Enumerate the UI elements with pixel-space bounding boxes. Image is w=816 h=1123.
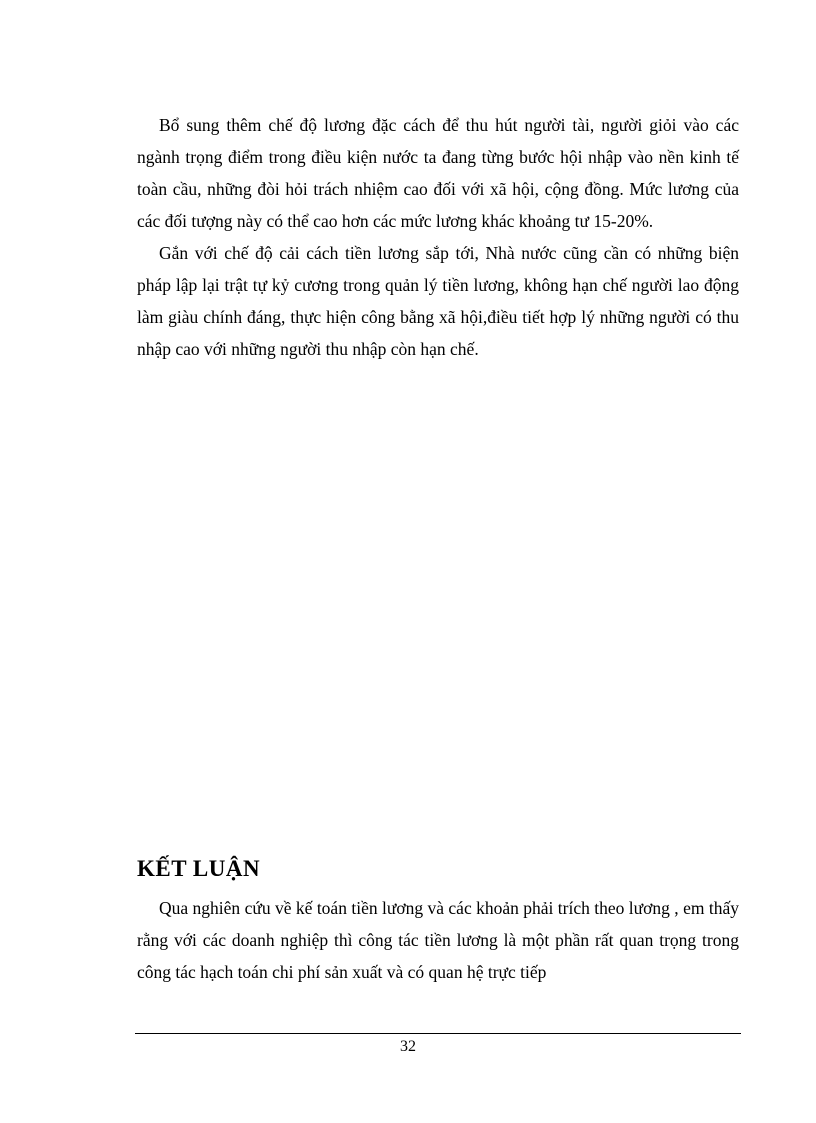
page-number: 32 xyxy=(400,1038,416,1055)
footer-divider xyxy=(135,1033,741,1034)
conclusion-heading: KẾT LUẬN xyxy=(137,856,261,881)
conclusion-paragraph: Qua nghiên cứu về kế toán tiền lương và các khoản phải trích theo lương , em thấy rằng với các doanh nghiệp thì công tác tiền lương là một phần rất quan trọng trong công tác hạch toán chi phí sản xuất và có quan hệ trực tiếp xyxy=(137,898,739,982)
body-text-top xyxy=(137,109,739,365)
paragraph-salary-reform: Gắn với chế độ cải cách tiền lương sắp tới, Nhà nước cũng cần có những biện pháp lập lại trật tự kỷ cương trong quản lý tiền lương, không hạn chế người lao động làm giàu chính đáng, thực hiện công bằng xã hội,điều tiết hợp lý những người có thu nhập cao với những người thu nhập còn hạn chế. xyxy=(137,243,739,359)
conclusion-section xyxy=(137,852,739,988)
paragraph-special-salary: Bổ sung thêm chế độ lương đặc cách để thu hút người tài, người giỏi vào các ngành trọng điểm trong điều kiện nước ta đang từng bước hội nhập vào nền kinh tế toàn cầu, những đòi hỏi trách nhiệm cao đối với xã hội, cộng đồng. Mức lương của các đối tượng này có thể cao hơn các mức lương khác khoảng tư 15-20%. xyxy=(137,115,739,231)
